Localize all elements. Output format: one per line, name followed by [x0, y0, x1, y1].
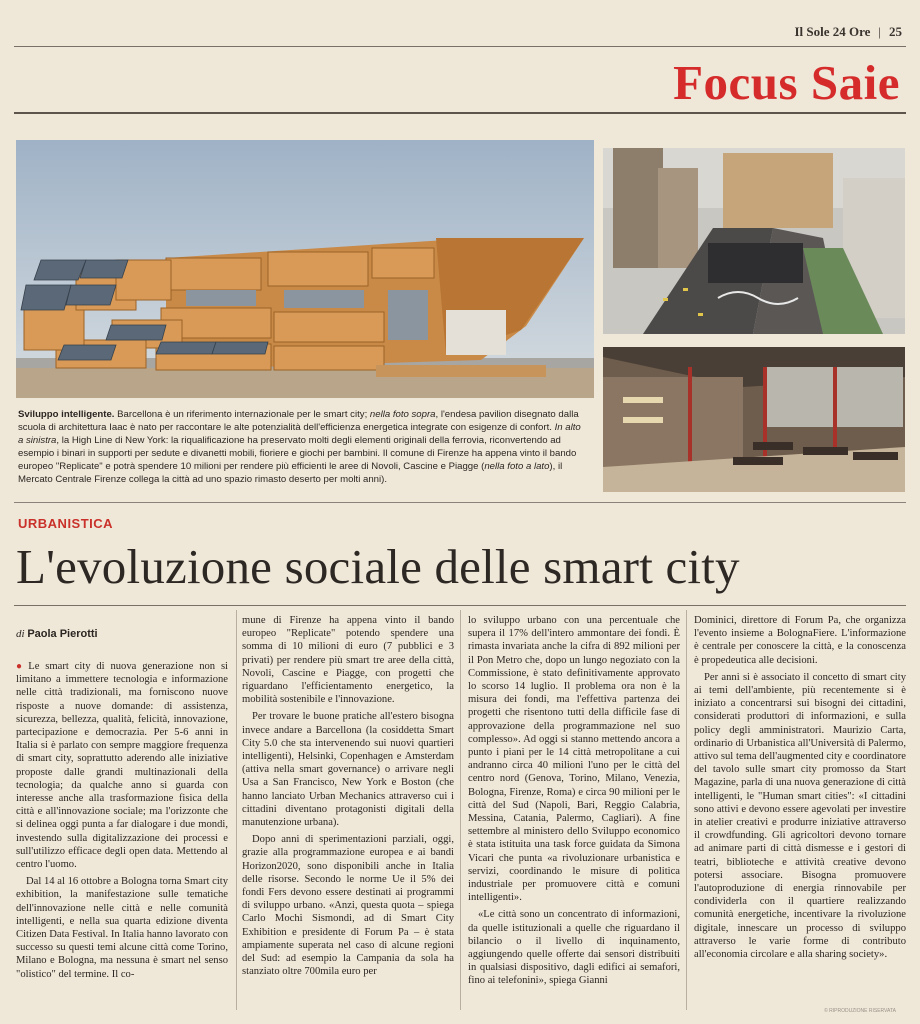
col4-paragraph-2: Per anni si è associato il concetto di smart city ai temi dell'ambiente, più recentemente si è iniziato a concentrarsi sui bisogni dei cittadini, considerati produttori di informazioni, e sulla policy degli amministratori. Maurizio Carta, ordinario di Urbanistica all'Università di Palermo, attivo sul tema dell'augmented city e coordinatore del tavolo sulle smart city promosso da Start Magazine, parla di una nuova generazione di città intelligenti, le "Human smart cities": «I cittadini sono attivi e devono essere agevolati per investire in atelier creativi e produrre iniziative attraverso il crowdfunding. Gli agricoltori devono tornare ad animare parti di città dismesse e i gestori di teatri, biblioteche e attività creative devono potersi associare. Bisogna promuovere l'autoproduzione di energia rinnovabile per condividerla con il quartiere realizzando comunità energetiche, incentivare la rivoluzione digitale, innescare un processo di sviluppo attraverso le varie forme di contributo all'economia circolare e alla sharing society».	[694, 671, 906, 961]
caption-text-2: , l'endesa pavilion disegnato dalla scuola di architettura Iaac è nato per raccontare le alte potenzialità dell'efficienza energetica integrate con esigenze di confort.	[18, 409, 579, 434]
col3-paragraph-2: «Le città sono un concentrato di informazioni, da quelle istituzionali a quelle che riguardano il bilancio o il livello di inquinamento, aggiungendo quelle offerte dai sensori distribuiti in qualsiasi dispositivo, dagli edifici ai semafori, fino ai telefonini», spiega Gianni	[468, 909, 680, 987]
header-separator: |	[878, 24, 881, 39]
new-york-high-line-photo	[603, 148, 905, 334]
caption-rule	[14, 502, 906, 503]
article-column-2	[242, 614, 454, 978]
caption-italic-3: nella foto a lato	[484, 461, 550, 473]
article-column-1	[16, 660, 228, 981]
barcelona-pavilion-photo	[16, 140, 594, 398]
col3-paragraph-1: lo sviluppo urbano con una percentuale che supera il 17% dell'intero ammontare dei fondi. È rimasta invariata anche la cifra di 892 milioni per il Pon Metro che, dopo un lungo negoziato con la Commissione, è stato definitivamente approvato lo scorso 14 luglio. Il problema ora non è la misura dei fondi, ma l'effettiva partenza dei progetti che risentono tutti della difficile fase di approvazione della programmazione nel suo complesso». Ad oggi si stanno mettendo ancora a punto i piani per le 14 città metropolitane a cui andranno circa 40 milioni l'uno per le città del centro nord (Genova, Torino, Milano, Venezia, Bologna, Firenze, Roma) e circa 90 milioni per le città del Sud (Napoli, Bari, Reggio Calabria, Messina, Catania, Palermo, Cagliari). A fine settembre al ministero dello Sviluppo economico è stata istituita una task force guidata da Simona Vicari che punta «a rivoluzionare urbanistica e servizi, coordinando le misure di politica industriale per promuovere città e comuni intelligenti».	[468, 615, 680, 904]
byline-prefix: di	[16, 628, 25, 640]
header-rule	[14, 46, 906, 47]
photo-caption	[18, 408, 588, 487]
caption-text-1: Barcellona è un riferimento internazionale per le smart city;	[114, 409, 370, 420]
newspaper-name: Il Sole 24 Ore	[794, 24, 871, 39]
col1-paragraph-2: Dal 14 al 16 ottobre a Bologna torna Smart city exhibition, la manifestazione sulle tematiche dell'innovazione nelle città e nelle comunità intelligenti, e nella sua quarta edizione diventa Citizen Data Festival. In Italia hanno lavorato con successo su questi temi alcune città come Torino, Milano e Bologna, ma nessuna è smart nel senso "olistico" del termine. Il co-	[16, 876, 228, 980]
page-number: 25	[889, 24, 902, 39]
article-byline	[16, 628, 98, 640]
col2-paragraph-3: Dopo anni di sperimentazioni parziali, oggi, grazie alla programmazione europea e ai bandi Horizon2020, sono disponibili anche in Italia delle risorse. Secondo le norme Ue il 5% dei fondi Fers devono essere destinati ai programmi di sviluppo urbano. «Anzi, questa quota – spiega Carlo Mochi Sismondi, ad di Smart City Exhibition e presidente di Forum Pa – è stata ampiamente superata nel caso di alcune regioni del Sud: ad esempio la Campania da sola ha stanziato oltre 700mila euro per	[242, 834, 454, 978]
column-divider	[236, 610, 237, 1010]
col1-paragraph-1: Le smart city di nuova generazione non si limitano a immettere tecnologia e informazione nelle città tradizionali, ma forniscono nuove risposte a nuove domande: di assistenza, sicurezza, bellezza, qualità, felicità, innovazione, partecipazione e democrazia. Per 5-6 anni in Italia si è parlato con sempre maggiore frequenza di smart city, soprattutto aderendo alle iniziative proposte dalle grandi multinazionali della tecnologia; da qualche anno si guarda con interesse anche alla trasformazione fisica della città e all'innovazione sociale; ma l'orizzonte che si delinea oggi punta a far dialogare i due mondi, investendo sulla digitalizzazione dei processi e sull'utilizzo efficace degli open data. Mettendo al centro l'uomo.	[16, 661, 229, 871]
article-headline: L'evoluzione sociale delle smart city	[16, 539, 740, 594]
col2-paragraph-2: Per trovare le buone pratiche all'estero bisogna invece andare a Barcellona (la cosiddetta Smart City 5.0 che sta intervenendo sui nuovi quartieri intelligenti), Helsinki, Copenhagen e Amsterdam (attiva nella smart governance) o arrivare negli Usa a San Francisco, New York e Boston (che hanno lanciato Urban Mechanics attraverso cui i cittadini diventano protagonisti digitali della manutenzione urbana).	[242, 711, 454, 829]
article-kicker: URBANISTICA	[18, 516, 114, 531]
caption-text-3: , la High Line di New York: la riqualificazione ha preservato molti degli elementi originali della ferrovia, riconvertendo ad esempio i binari in supporti per sedute e divanetti mobili, fioriere e giochi per bambini. Il comune di Firenze ha appena vinto il bando europeo "Replicate" e potrà spendere 10 milioni per rendere più efficienti le aree di Novoli, Cascine e Piagge (	[18, 435, 577, 473]
author-name: Paola Pierotti	[27, 628, 98, 640]
caption-text-4: ), il Mercato Centrale Firenze collega la città ad uno spazio rimasto deserto per molti anni).	[18, 461, 563, 486]
section-title: Focus Saie	[673, 55, 900, 110]
column-divider	[686, 610, 687, 1010]
article-column-4	[694, 614, 906, 961]
col4-paragraph-1: Dominici, direttore di Forum Pa, che organizza l'evento insieme a BolognaFiere. L'informazione è centrale per conoscere la città, e la conoscenza è propedeutica alle decisioni.	[694, 615, 906, 666]
caption-italic-1: nella foto sopra	[369, 409, 436, 420]
copyright-mark: © RIPRODUZIONE RISERVATA	[824, 1008, 896, 1014]
section-rule	[14, 112, 906, 114]
bullet-dot-icon: ●	[16, 661, 26, 672]
florence-mercato-centrale-photo	[603, 347, 905, 492]
headline-rule	[14, 605, 906, 606]
caption-lead: Sviluppo intelligente.	[18, 409, 115, 420]
page-header	[794, 24, 902, 40]
caption-italic-2: In alto a sinistra	[18, 422, 581, 447]
column-divider	[460, 610, 461, 1010]
col2-paragraph-1: mune di Firenze ha appena vinto il bando europeo "Replicate" potendo spendere una somma di 10 milioni di euro (7 pubblici e 3 privati) per rendere più smart tre aree della città, Novoli, Cascine e Piagge, con progetti che riguardano l'efficientamento energetico, la mobilità sostenibile e l'innovazione.	[242, 615, 454, 706]
article-column-3	[468, 614, 680, 988]
